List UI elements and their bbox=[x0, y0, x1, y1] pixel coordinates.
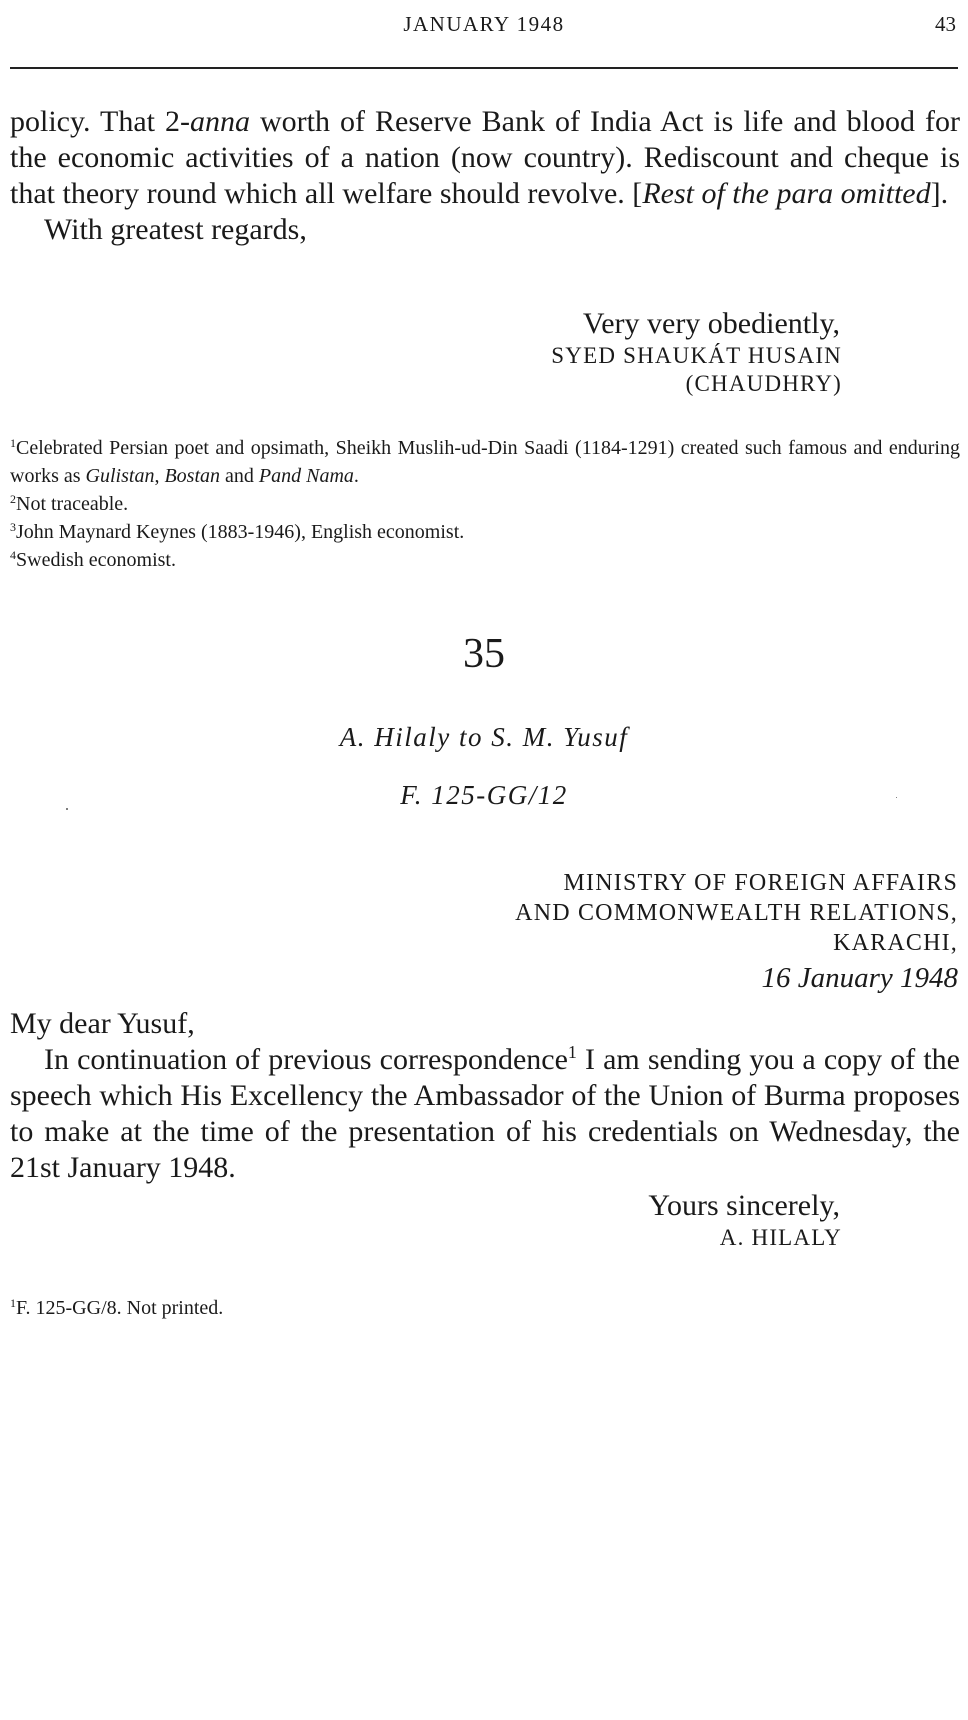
footnotes-section bbox=[10, 1294, 960, 1322]
address-line: AND COMMONWEALTH RELATIONS, bbox=[515, 900, 958, 926]
signature: A. HILALY bbox=[719, 1225, 842, 1250]
header-rule bbox=[10, 67, 958, 69]
letter-body bbox=[10, 1006, 960, 1186]
footnote: $^1$F. 125-GG/8. Not printed. bbox=[10, 1295, 224, 1319]
valediction: Yours sincerely, bbox=[648, 1189, 840, 1222]
valediction: Very very obediently, bbox=[582, 307, 840, 340]
page-number: 43 bbox=[935, 12, 956, 36]
footnote: $^4$Swedish economist. bbox=[10, 547, 176, 571]
footnote: $^1$Celebrated Persian poet and opsimath, Sheikh Muslih-ud-Din Saadi (1184-1291) created such famous and enduring works as Gulistan, Bostan and Pand Nama. bbox=[10, 435, 960, 487]
address-line: MINISTRY OF FOREIGN AFFAIRS bbox=[563, 870, 958, 896]
previous-letter-signature bbox=[10, 306, 842, 398]
page-header bbox=[10, 12, 958, 42]
document-number: 35 bbox=[463, 631, 505, 677]
footnote: $^2$Not traceable. bbox=[10, 491, 129, 515]
file-reference: F. 125-GG/12 bbox=[400, 780, 568, 810]
salutation: My dear Yusuf, bbox=[10, 1007, 195, 1040]
running-title: JANUARY 1948 bbox=[403, 12, 565, 36]
speck bbox=[66, 808, 68, 810]
closing-line: With greatest regards, bbox=[44, 213, 307, 246]
document-heading: A. Hilaly to S. M. Yusuf bbox=[339, 722, 629, 752]
sender-address bbox=[10, 868, 958, 958]
letter-signature bbox=[10, 1188, 842, 1252]
footnotes-section bbox=[10, 434, 960, 574]
speck bbox=[896, 797, 897, 798]
footnote: $^3$John Maynard Keynes (1883-1946), English economist. bbox=[10, 519, 465, 543]
address-line: KARACHI, bbox=[833, 930, 958, 956]
signature-name: SYED SHAUKÁT HUSAIN bbox=[551, 343, 842, 368]
previous-letter-text: policy. That 2-anna worth of Reserve Bank of India Act is life and blood for the economic activities of a nation (now country). Rediscount and cheque is that theory round which all welfare should revolve. [Rest of the para omitted]. With greatest regards, bbox=[10, 105, 960, 246]
signature-alias: (CHAUDHRY) bbox=[685, 371, 842, 396]
letter-date: 16 January 1948 bbox=[761, 962, 958, 994]
letter-paragraph: In continuation of previous correspondence$^1$ I am sending you a copy of the speech which His Excellency the Ambassador of the Union of Burma proposes to make at the time of the presentation of his credentials on Wednesday, the 21st January 1948. bbox=[10, 1042, 960, 1184]
